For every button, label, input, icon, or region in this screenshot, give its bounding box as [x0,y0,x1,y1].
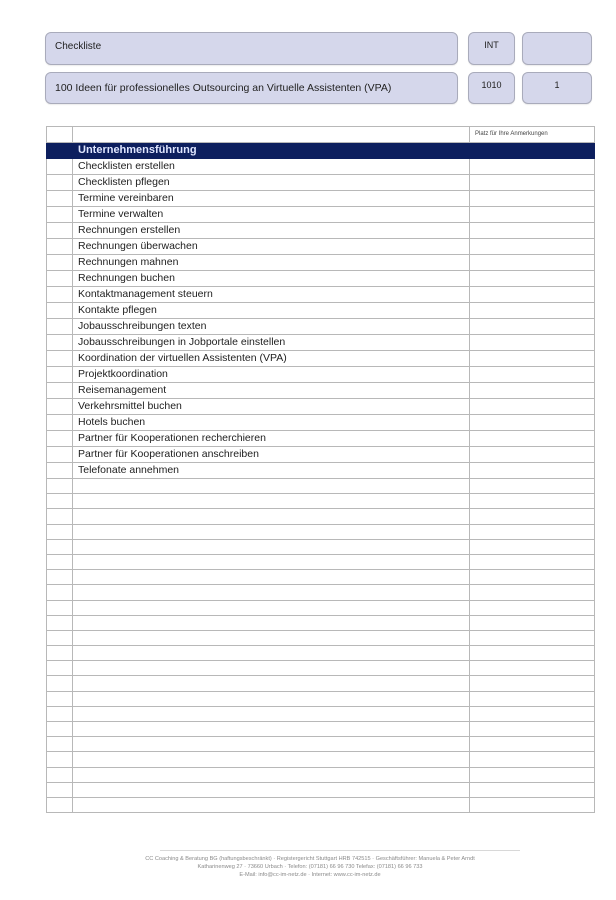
task-cell [73,585,470,600]
task-cell: Reisemanagement [73,383,470,399]
task-cell [73,782,470,797]
checkbox-cell[interactable] [47,399,73,415]
checklist-row [47,239,595,255]
checkbox-cell[interactable] [47,782,73,797]
footer [60,855,560,879]
task-cell [73,737,470,752]
checklist-row [47,191,595,207]
task-cell [73,539,470,554]
checkbox-cell[interactable] [47,287,73,303]
task-cell [73,797,470,812]
document-title-box [45,72,458,104]
checklist-row [47,767,595,782]
notes-cell[interactable] [470,479,595,494]
notes-cell[interactable] [470,319,595,335]
checklist-row [47,570,595,585]
checkbox-cell[interactable] [47,661,73,676]
task-cell [73,691,470,706]
checklist-row [47,431,595,447]
checkbox-cell[interactable] [47,239,73,255]
checklist-row [47,600,595,615]
task-cell [73,509,470,524]
task-cell: Termine vereinbaren [73,191,470,207]
checklist-row [47,319,595,335]
checkbox-cell[interactable] [47,691,73,706]
notes-cell[interactable] [470,175,595,191]
task-cell: Projektkoordination [73,367,470,383]
notes-cell[interactable] [470,706,595,721]
checklist-row [47,383,595,399]
checklist-row [47,737,595,752]
footer-divider [160,850,520,851]
notes-cell[interactable] [470,255,595,271]
notes-cell[interactable] [470,431,595,447]
page-number-box [522,72,592,104]
notes-cell[interactable] [470,782,595,797]
task-cell [73,752,470,767]
checkbox-cell[interactable] [47,767,73,782]
task-cell: Kontakte pflegen [73,303,470,319]
notes-cell[interactable] [470,159,595,175]
task-cell [73,479,470,494]
checkbox-cell[interactable] [47,615,73,630]
checklist-row [47,554,595,569]
checkbox-cell[interactable] [47,383,73,399]
checklist-row [47,335,595,351]
checkbox-cell[interactable] [47,159,73,175]
checkbox-cell[interactable] [47,585,73,600]
document-title: 100 Ideen für professionelles Outsourcing an Virtuelle Assistenten (VPA) [55,82,392,94]
task-cell [73,570,470,585]
notes-cell[interactable] [470,524,595,539]
checklist-row [47,494,595,509]
table-header-row [47,127,595,143]
document-type-box [45,32,458,65]
checkbox-cell[interactable] [47,223,73,239]
footer-company-line: CC Coaching & Beratung BG (haftungsbeschränkt) · Registergericht Stuttgart HRB 742515 · Geschäftsführer: Manuela & Peter Arndt [145,856,475,862]
notes-cell[interactable] [470,351,595,367]
checkbox-cell[interactable] [47,509,73,524]
footer-contact-line: E-Mail: info@cc-im-netz.de · Internet: www.cc-im-netz.de [239,872,381,878]
task-cell: Verkehrsmittel buchen [73,399,470,415]
checklist-row [47,303,595,319]
checklist-row [47,351,595,367]
checkbox-cell[interactable] [47,554,73,569]
section-header-row [47,143,595,159]
task-cell: Partner für Kooperationen anschreiben [73,447,470,463]
notes-cell[interactable] [470,447,595,463]
task-cell: Koordination der virtuellen Assistenten (VPA) [73,351,470,367]
checklist-row [47,399,595,415]
document-type-label: Checkliste [55,41,102,52]
document-number: 1010 [481,80,502,90]
checklist-table [46,126,595,813]
task-cell [73,630,470,645]
notes-cell[interactable] [470,239,595,255]
notes-cell[interactable] [470,223,595,239]
task-cell [73,676,470,691]
notes-cell[interactable] [470,415,595,431]
task-cell [73,722,470,737]
checkbox-cell[interactable] [47,646,73,661]
checkbox-cell[interactable] [47,722,73,737]
checklist-row [47,159,595,175]
notes-cell[interactable] [470,600,595,615]
checkbox-cell[interactable] [47,335,73,351]
checklist-row [47,509,595,524]
task-cell: Jobausschreibungen texten [73,319,470,335]
checklist-row [47,175,595,191]
notes-cell[interactable] [470,661,595,676]
checklist-row [47,630,595,645]
checklist-row [47,706,595,721]
checkbox-cell[interactable] [47,367,73,383]
checklist-row [47,463,595,479]
checkbox-cell[interactable] [47,415,73,431]
checklist-row [47,287,595,303]
checklist-row [47,367,595,383]
checkbox-cell[interactable] [47,494,73,509]
section-check-cell [47,143,73,159]
task-cell [73,615,470,630]
category-code: INT [484,40,499,50]
notes-cell[interactable] [470,367,595,383]
notes-cell[interactable] [470,554,595,569]
notes-cell[interactable] [470,191,595,207]
checkbox-cell[interactable] [47,431,73,447]
notes-cell[interactable] [470,494,595,509]
notes-cell[interactable] [470,752,595,767]
checklist-row [47,646,595,661]
notes-cell[interactable] [470,646,595,661]
checklist-row [47,615,595,630]
checklist-row [47,661,595,676]
notes-cell[interactable] [470,383,595,399]
checkbox-cell[interactable] [47,271,73,287]
task-cell [73,524,470,539]
notes-cell[interactable] [470,303,595,319]
checkbox-cell[interactable] [47,351,73,367]
checklist-row [47,539,595,554]
checklist-row [47,271,595,287]
task-cell: Kontaktmanagement steuern [73,287,470,303]
footer-address-line: Katharinenweg 27 · 73660 Urbach · Telefon: (07181) 66 96 730 Telefax: (07181) 66 96 733 [197,864,423,870]
checkbox-cell[interactable] [47,737,73,752]
blank-header-box [522,32,592,65]
notes-cell[interactable] [470,207,595,223]
notes-cell[interactable] [470,615,595,630]
notes-cell[interactable] [470,271,595,287]
checklist-row [47,255,595,271]
notes-cell[interactable] [470,335,595,351]
section-title: Unternehmensführung [73,143,470,159]
task-cell: Checklisten erstellen [73,159,470,175]
checklist-row [47,223,595,239]
checkbox-cell[interactable] [47,797,73,812]
task-cell [73,646,470,661]
notes-cell[interactable] [470,797,595,812]
checklist-row [47,447,595,463]
checkbox-cell[interactable] [47,303,73,319]
checkbox-cell[interactable] [47,479,73,494]
notes-cell[interactable] [470,570,595,585]
checkbox-cell[interactable] [47,191,73,207]
task-cell [73,706,470,721]
task-cell: Rechnungen mahnen [73,255,470,271]
notes-cell[interactable] [470,509,595,524]
notes-cell[interactable] [470,463,595,479]
checklist-row [47,676,595,691]
notes-cell[interactable] [470,630,595,645]
checklist-row [47,782,595,797]
notes-cell[interactable] [470,737,595,752]
checklist-row [47,752,595,767]
checkbox-cell[interactable] [47,630,73,645]
checkbox-cell[interactable] [47,207,73,223]
notes-cell[interactable] [470,676,595,691]
task-cell: Jobausschreibungen in Jobportale einstellen [73,335,470,351]
task-cell: Rechnungen überwachen [73,239,470,255]
task-cell: Termine verwalten [73,207,470,223]
task-cell [73,494,470,509]
checkbox-cell[interactable] [47,463,73,479]
checkbox-cell[interactable] [47,600,73,615]
notes-cell[interactable] [470,585,595,600]
checklist-row [47,479,595,494]
notes-cell[interactable] [470,399,595,415]
task-cell [73,600,470,615]
checkbox-cell[interactable] [47,447,73,463]
task-cell: Partner für Kooperationen recherchieren [73,431,470,447]
task-cell: Checklisten pflegen [73,175,470,191]
task-cell: Telefonate annehmen [73,463,470,479]
checklist-row [47,797,595,812]
task-cell: Hotels buchen [73,415,470,431]
checkbox-cell[interactable] [47,676,73,691]
checkbox-cell[interactable] [47,752,73,767]
checkbox-cell[interactable] [47,524,73,539]
checkbox-cell[interactable] [47,175,73,191]
notes-cell[interactable] [470,722,595,737]
category-code-box [468,32,515,65]
checklist-row [47,207,595,223]
task-cell [73,554,470,569]
checkbox-cell[interactable] [47,319,73,335]
checkbox-cell[interactable] [47,570,73,585]
checklist-row [47,415,595,431]
checkbox-cell[interactable] [47,255,73,271]
notes-cell[interactable] [470,539,595,554]
checklist-row [47,722,595,737]
checklist-row [47,585,595,600]
checkbox-cell[interactable] [47,539,73,554]
task-cell [73,767,470,782]
check-column-header [47,127,73,143]
task-cell: Rechnungen erstellen [73,223,470,239]
task-cell: Rechnungen buchen [73,271,470,287]
task-column-header [73,127,470,143]
checkbox-cell[interactable] [47,706,73,721]
notes-cell[interactable] [470,691,595,706]
checklist-row [47,691,595,706]
document-number-box [468,72,515,104]
checklist-row [47,524,595,539]
task-cell [73,661,470,676]
page-number: 1 [554,80,560,90]
notes-column-header: Platz für Ihre Anmerkungen [470,127,595,143]
section-notes-cell [470,143,595,159]
notes-cell[interactable] [470,767,595,782]
notes-cell[interactable] [470,287,595,303]
